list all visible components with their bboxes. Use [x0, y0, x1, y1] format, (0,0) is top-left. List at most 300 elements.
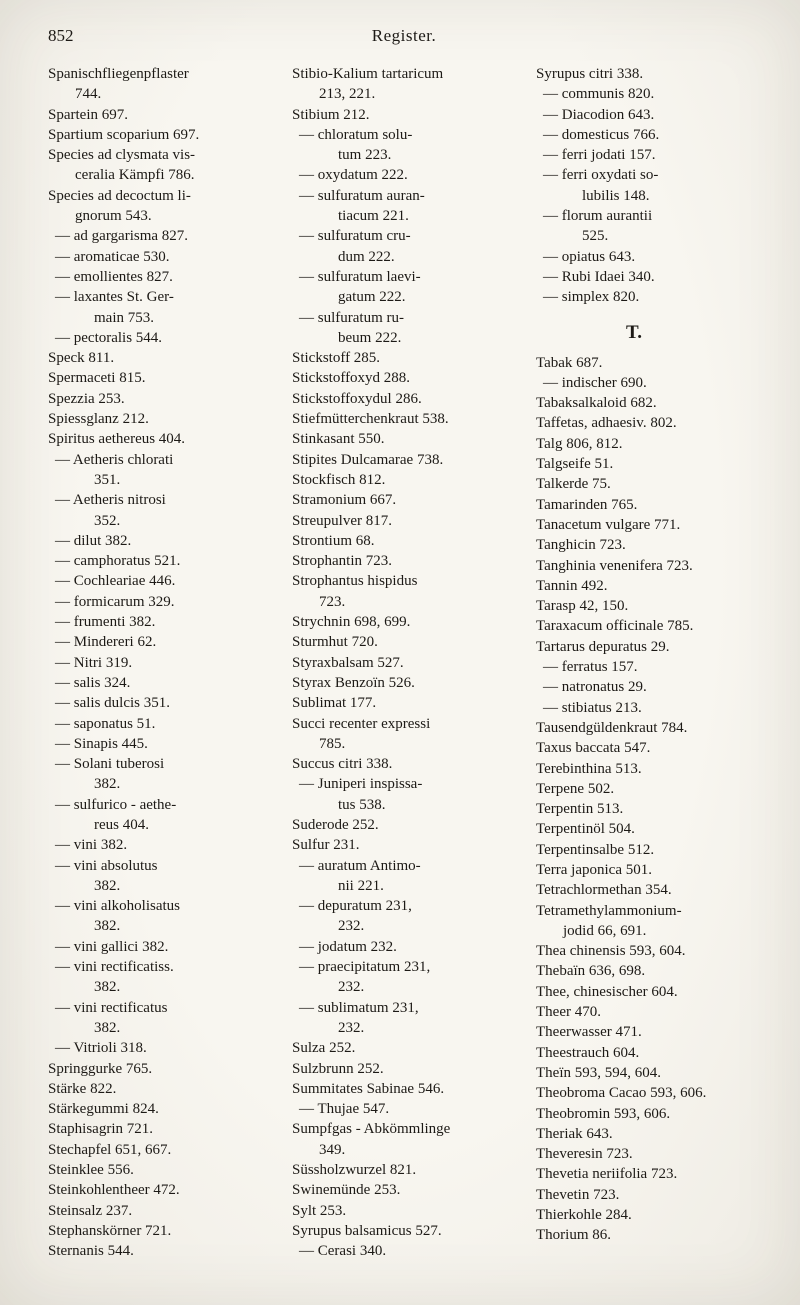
entry-line: Sturmhut 720.	[292, 634, 378, 651]
index-entry	[536, 799, 762, 819]
entry-line: — Aetheris chlorati	[55, 451, 174, 468]
entry-line: 352.	[94, 512, 121, 529]
index-entry	[48, 653, 274, 673]
entry-line: 723.	[319, 593, 346, 610]
entry-line: — sulfuratum auran-	[299, 187, 425, 204]
index-entry	[536, 759, 762, 779]
index-entry	[536, 84, 762, 104]
page-number: 852	[48, 26, 74, 45]
entry-line: Stockfisch 812.	[292, 471, 386, 488]
entry-line: — Nitri 319.	[55, 654, 133, 671]
index-entry	[48, 632, 274, 652]
index-entry	[536, 1104, 762, 1124]
entry-line: 351.	[94, 471, 121, 488]
index-entry	[48, 389, 274, 409]
entry-line: Thebaïn 636, 698.	[536, 963, 646, 980]
entry-line: Talg 806, 812.	[536, 435, 623, 452]
index-entry	[536, 616, 762, 636]
index-entry	[536, 1043, 762, 1063]
entry-line: Talgseife 51.	[536, 456, 614, 473]
entry-line: — salis 324.	[55, 674, 131, 691]
index-entry	[292, 856, 518, 897]
index-entry	[292, 348, 518, 368]
entry-line: Staphisagrin 721.	[48, 1121, 153, 1138]
entry-line: — Cochleariae 446.	[55, 573, 176, 590]
index-entry	[292, 571, 518, 612]
index-entry	[48, 1119, 274, 1139]
entry-line: — auratum Antimo-	[299, 857, 421, 874]
entry-line: lubilis 148.	[582, 187, 650, 204]
entry-line: — vini 382.	[55, 837, 128, 854]
entry-line: Tanghicin 723.	[536, 537, 626, 554]
index-entry	[536, 1205, 762, 1225]
entry-line: — indischer 690.	[543, 374, 647, 391]
index-entry	[536, 434, 762, 454]
entry-line: Speck 811.	[48, 350, 115, 367]
entry-line: Stickstoff 285.	[292, 350, 381, 367]
entry-line: — vini absolutus	[55, 857, 158, 874]
index-entry	[48, 145, 274, 186]
entry-line: Syrupus citri 338.	[536, 66, 644, 82]
entry-line: — ad gargarisma 827.	[55, 228, 189, 245]
entry-line: reus 404.	[94, 816, 149, 833]
entry-line: Spartium scoparium 697.	[48, 126, 200, 143]
entry-line: Tetrachlormethan 354.	[536, 882, 672, 899]
index-entry	[292, 551, 518, 571]
entry-line: Tanacetum vulgare 771.	[536, 516, 681, 533]
index-entry	[536, 637, 762, 657]
index-entry	[292, 308, 518, 349]
index-entry	[292, 815, 518, 835]
index-entry	[48, 835, 274, 855]
entry-line: — vini rectificatiss.	[55, 959, 174, 976]
entry-line: Springgurke 765.	[48, 1060, 153, 1077]
index-entry	[48, 957, 274, 998]
index-entry	[48, 328, 274, 348]
entry-line: — Solani tuberosi	[55, 756, 165, 773]
entry-line: Tamarinden 765.	[536, 496, 638, 513]
index-entry	[536, 495, 762, 515]
entry-line: Syrupus balsamicus 527.	[292, 1222, 442, 1239]
index-entry	[292, 1201, 518, 1221]
entry-line: — Cerasi 340.	[299, 1243, 387, 1260]
index-entry	[536, 657, 762, 677]
entry-line: Theveresin 723.	[536, 1146, 633, 1163]
index-entry	[536, 880, 762, 900]
entry-line: 213, 221.	[319, 86, 376, 103]
entry-line: Spartein 697.	[48, 106, 128, 123]
index-entry	[292, 632, 518, 652]
entry-line: Strophantin 723.	[292, 553, 392, 570]
index-entry	[536, 1164, 762, 1184]
entry-line: Sternanis 544.	[48, 1243, 134, 1260]
entry-line: Sumpfgas - Abkömmlinge	[292, 1121, 451, 1138]
index-entry	[536, 535, 762, 555]
entry-line: 232.	[338, 979, 365, 996]
entry-line: 232.	[338, 918, 365, 935]
entry-line: Terpentin 513.	[536, 801, 624, 818]
entry-line: Strophantus hispidus	[292, 573, 418, 590]
entry-line: Theerwasser 471.	[536, 1024, 642, 1041]
entry-line: gnorum 543.	[75, 208, 152, 225]
entry-line: ceralia Kämpfi 786.	[75, 167, 195, 184]
entry-line: Süssholzwurzel 821.	[292, 1162, 417, 1179]
index-entry	[292, 653, 518, 673]
index-entry	[292, 1119, 518, 1160]
entry-line: — vini rectificatus	[55, 999, 168, 1016]
entry-line: Stechapfel 651, 667.	[48, 1141, 172, 1158]
index-entry	[48, 1059, 274, 1079]
page-header	[48, 26, 760, 46]
index-entry	[536, 718, 762, 738]
index-entry	[292, 1160, 518, 1180]
entry-line: 382.	[94, 877, 121, 894]
entry-line: — sulfurico - aethe-	[55, 796, 177, 813]
entry-line: — depuratum 231,	[299, 898, 412, 915]
entry-line: — vini alkoholisatus	[55, 898, 180, 915]
index-entry	[292, 1241, 518, 1261]
entry-line: Tartarus depuratus 29.	[536, 638, 670, 655]
index-entry	[536, 576, 762, 596]
index-entry	[292, 835, 518, 855]
index-entry	[292, 714, 518, 755]
index-entry	[48, 1038, 274, 1058]
index-entry	[292, 754, 518, 774]
index-entry	[292, 1099, 518, 1119]
index-entry	[536, 1022, 762, 1042]
section-heading	[536, 322, 732, 344]
index-entry	[292, 409, 518, 429]
entry-line: Spiessglanz 212.	[48, 411, 149, 428]
index-entry	[48, 531, 274, 551]
entry-line: — natronatus 29.	[543, 679, 647, 696]
entry-line: — oxydatum 222.	[299, 167, 408, 184]
index-entry	[536, 596, 762, 616]
index-entry	[536, 206, 762, 247]
entry-line: Strychnin 698, 699.	[292, 614, 411, 631]
entry-line: Tannin 492.	[536, 577, 608, 594]
entry-line: Tausendgüldenkraut 784.	[536, 719, 688, 736]
entry-line: Thierkohle 284.	[536, 1207, 632, 1224]
index-entry	[536, 1002, 762, 1022]
index-entry	[536, 373, 762, 393]
index-entry	[48, 287, 274, 328]
index-entry	[48, 267, 274, 287]
entry-line: Tarasp 42, 150.	[536, 598, 629, 615]
entry-line: Tetramethylammonium-	[536, 902, 682, 919]
entry-line: tus 538.	[338, 796, 386, 813]
entry-line: main 753.	[94, 309, 154, 326]
entry-line: Theriak 643.	[536, 1125, 613, 1142]
entry-line: Streupulver 817.	[292, 512, 392, 529]
index-entry	[292, 957, 518, 998]
index-entry	[536, 413, 762, 433]
index-entry	[536, 454, 762, 474]
index-entry	[48, 754, 274, 795]
entry-line: — pectoralis 544.	[55, 329, 163, 346]
index-entry	[292, 774, 518, 815]
entry-line: — Diacodion 643.	[543, 106, 655, 123]
entry-line: Succi recenter expressi	[292, 715, 431, 732]
entry-line: Species ad clysmata vis-	[48, 147, 196, 164]
entry-line: 382.	[94, 1019, 121, 1036]
index-entry	[48, 450, 274, 491]
entry-line: Swinemünde 253.	[292, 1182, 401, 1199]
entry-line: Stickstoffoxydul 286.	[292, 390, 422, 407]
entry-line: Stärkegummi 824.	[48, 1101, 159, 1118]
index-column-3	[536, 64, 762, 1262]
index-entry	[48, 1140, 274, 1160]
entry-line: 525.	[582, 228, 609, 245]
index-entry	[48, 105, 274, 125]
entry-line: Stinkasant 550.	[292, 431, 385, 448]
entry-line: Suderode 252.	[292, 816, 379, 833]
entry-line: — camphoratus 521.	[55, 553, 181, 570]
index-entry	[292, 1221, 518, 1241]
index-entry	[536, 1124, 762, 1144]
index-entry	[292, 389, 518, 409]
entry-line: — sublimatum 231,	[299, 999, 419, 1016]
index-entry	[536, 901, 762, 942]
index-entry	[48, 592, 274, 612]
entry-line: nii 221.	[338, 877, 384, 894]
index-entry	[48, 368, 274, 388]
index-entry	[536, 515, 762, 535]
entry-line: Stephanskörner 721.	[48, 1222, 172, 1239]
entry-line: Stickstoffoxyd 288.	[292, 370, 411, 387]
entry-line: — formicarum 329.	[55, 593, 175, 610]
entry-line: Sylt 253.	[292, 1202, 347, 1219]
index-column-1	[48, 64, 274, 1262]
index-entry	[48, 551, 274, 571]
index-entry	[292, 896, 518, 937]
entry-line: Theobromin 593, 606.	[536, 1105, 671, 1122]
entry-line: Stramonium 667.	[292, 492, 397, 509]
index-entry	[292, 368, 518, 388]
index-entry	[48, 795, 274, 836]
entry-line: — Aetheris nitrosi	[55, 492, 166, 509]
entry-line: Stibio-Kalium tartaricum	[292, 66, 444, 82]
index-entry	[536, 961, 762, 981]
index-entry	[536, 677, 762, 697]
entry-line: — ferratus 157.	[543, 659, 638, 676]
index-entry	[536, 738, 762, 758]
index-entry	[292, 105, 518, 125]
entry-line: — florum aurantii	[543, 208, 653, 225]
index-entry	[48, 247, 274, 267]
index-entry	[292, 531, 518, 551]
entry-line: Taraxacum officinale 785.	[536, 618, 694, 635]
entry-line: — dilut 382.	[55, 532, 132, 549]
index-entry	[536, 125, 762, 145]
index-entry	[292, 450, 518, 470]
index-entry	[292, 165, 518, 185]
entry-line: Theestrauch 604.	[536, 1044, 640, 1061]
index-entry	[48, 571, 274, 591]
index-entry	[292, 937, 518, 957]
index-entry	[536, 556, 762, 576]
entry-line: — emollientes 827.	[55, 268, 173, 285]
entry-line: Styrax Benzoïn 526.	[292, 674, 415, 691]
entry-line: Summitates Sabinae 546.	[292, 1080, 445, 1097]
entry-line: Spiritus aethereus 404.	[48, 431, 186, 448]
entry-line: Thorium 86.	[536, 1227, 611, 1244]
index-entry	[48, 429, 274, 449]
index-entry	[292, 267, 518, 308]
entry-line: Steinkohlentheer 472.	[48, 1182, 180, 1199]
index-entry	[536, 165, 762, 206]
entry-line: — opiatus 643.	[543, 248, 636, 265]
entry-line: — Juniperi inspissa-	[299, 776, 423, 793]
entry-line: — Rubi Idaei 340.	[543, 268, 655, 285]
entry-line: — frumenti 382.	[55, 614, 156, 631]
index-entry	[48, 1221, 274, 1241]
entry-line: — communis 820.	[543, 86, 655, 103]
entry-line: — stibiatus 213.	[543, 699, 642, 716]
entry-line: — vini gallici 382.	[55, 938, 169, 955]
index-entry	[536, 353, 762, 373]
entry-line: tiacum 221.	[338, 208, 409, 225]
entry-line: Strontium 68.	[292, 532, 375, 549]
entry-line: Terpentinsalbe 512.	[536, 841, 655, 858]
entry-line: — ferri jodati 157.	[543, 147, 656, 164]
entry-line: Theobroma Cacao 593, 606.	[536, 1085, 707, 1102]
entry-line: — simplex 820.	[543, 289, 640, 306]
index-entry	[48, 226, 274, 246]
entry-line: Tabaksalkaloid 682.	[536, 395, 657, 412]
index-entry	[48, 490, 274, 531]
entry-line: Thea chinensis 593, 604.	[536, 943, 686, 960]
entry-line: Thevetin 723.	[536, 1186, 620, 1203]
entry-line: tum 223.	[338, 147, 392, 164]
index-entry	[292, 1038, 518, 1058]
index-entry	[292, 125, 518, 166]
index-entry	[536, 941, 762, 961]
entry-line: — domesticus 766.	[543, 126, 660, 143]
entry-line: — aromaticae 530.	[55, 248, 170, 265]
entry-line: Terpene 502.	[536, 780, 615, 797]
index-entry	[536, 1185, 762, 1205]
index-entry	[292, 429, 518, 449]
entry-line: beum 222.	[338, 329, 402, 346]
index-entry	[536, 860, 762, 880]
index-entry	[536, 145, 762, 165]
entry-line: Theïn 593, 594, 604.	[536, 1064, 661, 1081]
index-entry	[536, 819, 762, 839]
index-entry	[536, 982, 762, 1002]
entry-line: Taffetas, adhaesiv. 802.	[536, 415, 677, 432]
entry-line: Tanghinia venenifera 723.	[536, 557, 693, 574]
index-entry	[536, 247, 762, 267]
entry-line: 785.	[319, 735, 346, 752]
entry-line: T.	[625, 321, 642, 343]
entry-line: — laxantes St. Ger-	[55, 289, 174, 306]
entry-line: — sulfuratum cru-	[299, 228, 411, 245]
index-entry	[48, 612, 274, 632]
entry-line: Tabak 687.	[536, 354, 603, 371]
index-entry	[536, 1144, 762, 1164]
index-entry	[536, 267, 762, 287]
entry-line: Sulfur 231.	[292, 837, 360, 854]
entry-line: Steinsalz 237.	[48, 1202, 133, 1219]
page-title: Register.	[371, 26, 437, 45]
entry-line: — Vitrioli 318.	[55, 1040, 147, 1057]
index-entry	[48, 673, 274, 693]
entry-line: Sublimat 177.	[292, 695, 377, 712]
index-entry	[48, 409, 274, 429]
index-entry	[292, 511, 518, 531]
entry-line: — chloratum solu-	[299, 126, 413, 143]
index-entry	[48, 1079, 274, 1099]
index-columns	[48, 64, 760, 1262]
index-entry	[292, 226, 518, 267]
index-entry	[48, 734, 274, 754]
entry-line: Theer 470.	[536, 1004, 601, 1021]
index-entry	[536, 105, 762, 125]
entry-line: Stipites Dulcamarae 738.	[292, 451, 444, 468]
index-entry	[292, 1079, 518, 1099]
index-entry	[536, 840, 762, 860]
index-entry	[48, 937, 274, 957]
index-entry	[48, 1241, 274, 1261]
index-entry	[536, 1083, 762, 1103]
index-entry	[536, 393, 762, 413]
index-entry	[292, 64, 518, 105]
index-entry	[48, 693, 274, 713]
index-entry	[292, 490, 518, 510]
entry-line: Taxus baccata 547.	[536, 740, 651, 757]
entry-line: 382.	[94, 918, 121, 935]
entry-line: dum 222.	[338, 248, 395, 265]
entry-line: 382.	[94, 776, 121, 793]
entry-line: Terra japonica 501.	[536, 861, 652, 878]
entry-line: Stärke 822.	[48, 1080, 117, 1097]
index-entry	[536, 64, 762, 84]
index-entry	[48, 1160, 274, 1180]
index-entry	[536, 1225, 762, 1245]
index-entry	[536, 287, 762, 307]
entry-line: gatum 222.	[338, 289, 406, 306]
entry-line: Sulza 252.	[292, 1040, 356, 1057]
entry-line: jodid 66, 691.	[563, 922, 647, 939]
entry-line: — saponatus 51.	[55, 715, 156, 732]
entry-line: — sulfuratum ru-	[299, 309, 404, 326]
entry-line: Talkerde 75.	[536, 476, 611, 493]
entry-line: — jodatum 232.	[299, 938, 397, 955]
index-entry	[292, 693, 518, 713]
index-entry	[48, 856, 274, 897]
entry-line: Thevetia neriifolia 723.	[536, 1166, 678, 1183]
index-entry	[48, 1201, 274, 1221]
index-entry	[292, 186, 518, 227]
index-entry	[48, 125, 274, 145]
entry-line: 382.	[94, 979, 121, 996]
entry-line: Thee, chinesischer 604.	[536, 983, 678, 1000]
index-entry	[48, 64, 274, 105]
index-entry	[292, 673, 518, 693]
index-entry	[48, 1099, 274, 1119]
index-entry	[48, 714, 274, 734]
index-entry	[536, 1063, 762, 1083]
entry-line: Species ad decoctum li-	[48, 187, 191, 204]
index-entry	[536, 698, 762, 718]
entry-line: — salis dulcis 351.	[55, 695, 170, 712]
entry-line: — sulfuratum laevi-	[299, 268, 421, 285]
index-entry	[536, 474, 762, 494]
entry-line: — ferri oxydati so-	[543, 167, 659, 184]
entry-line: Spezzia 253.	[48, 390, 125, 407]
entry-line: Spanischfliegenpflaster	[48, 66, 189, 82]
